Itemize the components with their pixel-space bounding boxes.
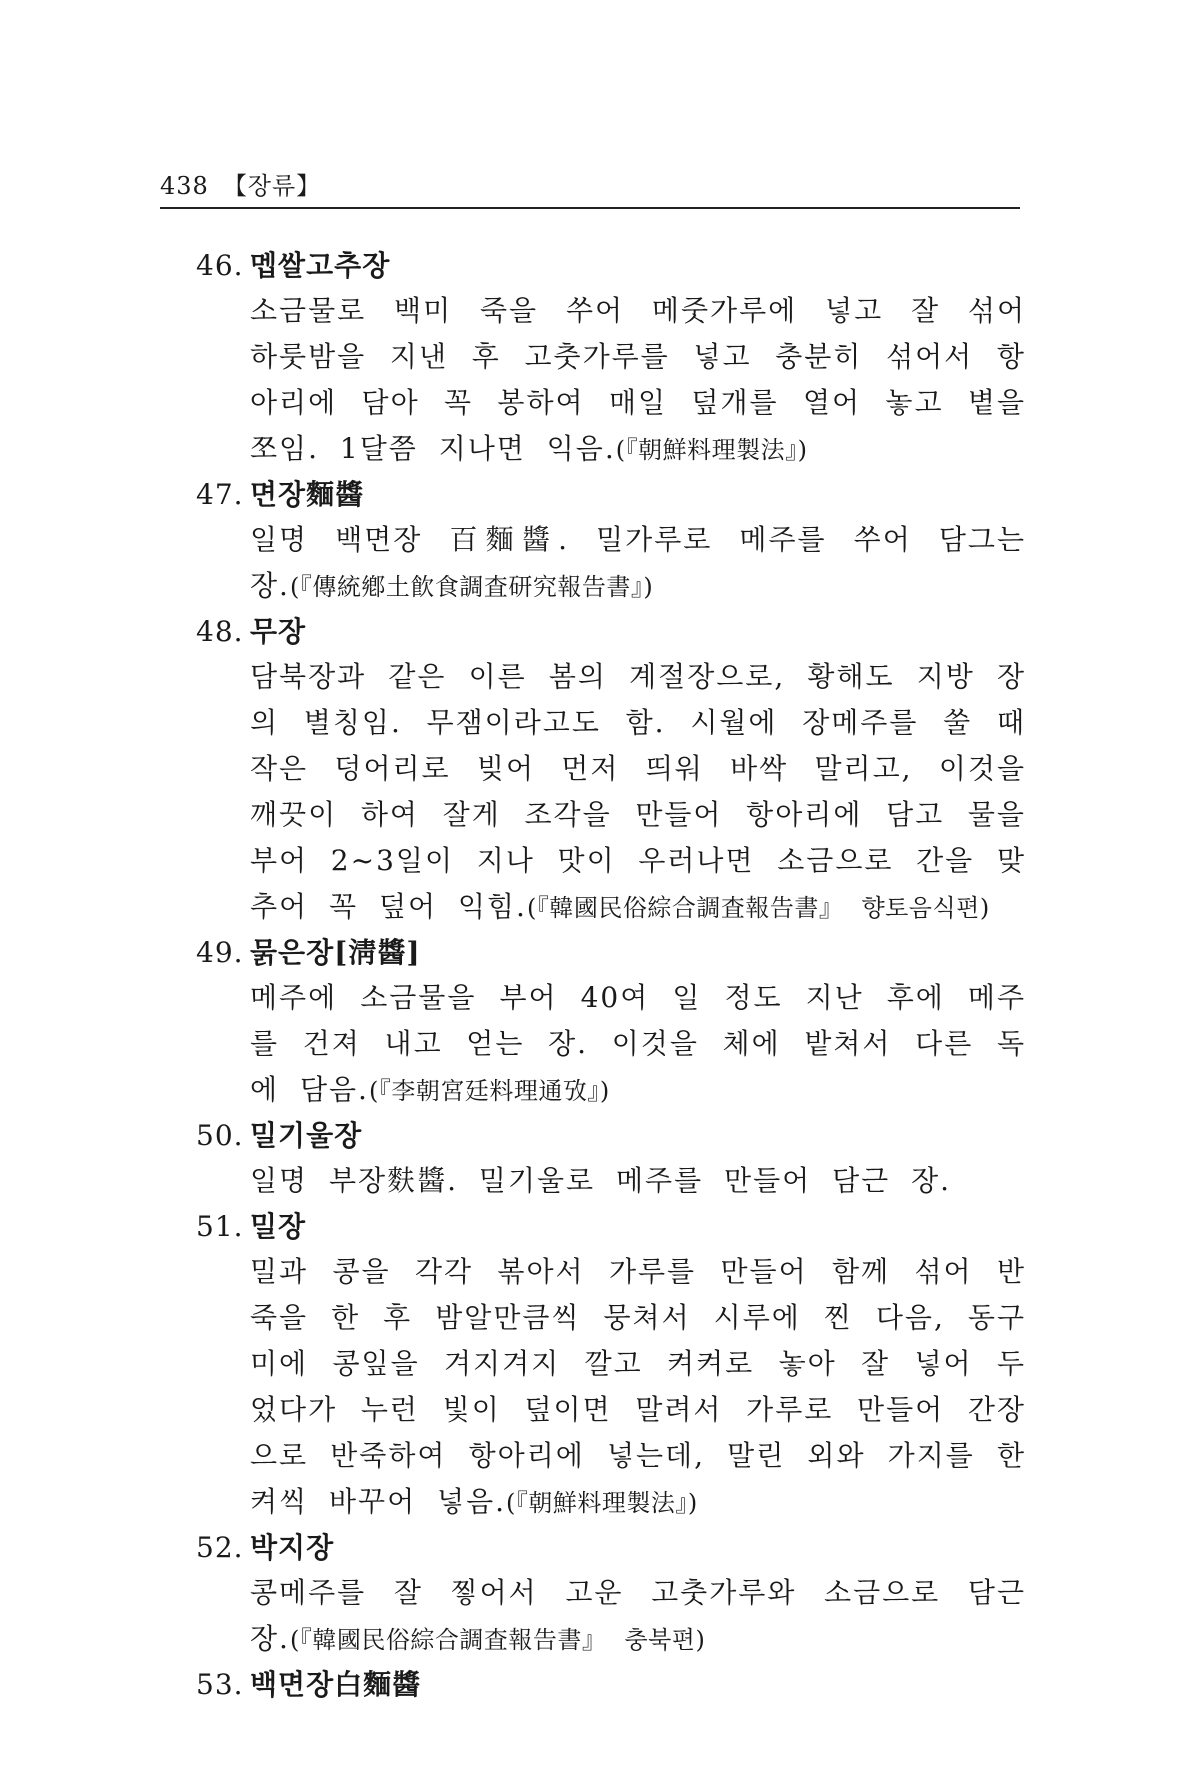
entry-title: 면장麵醬 [250, 478, 365, 511]
entry-48 [196, 610, 1026, 931]
entry-53 [196, 1663, 1026, 1707]
entry-source: (『韓國民俗綜合調査報告書』 향토음식편) [526, 894, 990, 922]
entry-text: 소금물로 백미 죽을 쑤어 메줏가루에 넣고 잘 섞어 하룻밤을 지낸 후 고춧가루를 넣고 충분히 섞어서 항아리에 담아 꼭 봉하여 매일 덮개를 열어 놓고 볕을 쪼임. 1달쯤 지나면 익음. [250, 294, 1026, 465]
running-head [160, 166, 321, 201]
entry-heading [196, 931, 1026, 975]
entry-body [250, 654, 1026, 931]
entry-number: 51. [196, 1210, 244, 1243]
entry-52 [196, 1526, 1026, 1663]
entry-number: 47. [196, 478, 244, 511]
entry-text: 일명 부장麩醬. 밀기울로 메주를 만들어 담근 장. [250, 1164, 952, 1197]
entry-number: 53. [196, 1668, 244, 1701]
entry-number: 46. [196, 249, 244, 282]
entry-body [250, 288, 1026, 473]
entry-source: (『傳統鄕土飮食調査研究報告書』) [289, 573, 654, 601]
entry-46 [196, 244, 1026, 473]
section-title: 【장류】 [222, 172, 322, 200]
entry-heading [196, 473, 1026, 517]
entry-number: 50. [196, 1119, 244, 1152]
entry-title: 무장 [250, 615, 307, 648]
entry-49 [196, 931, 1026, 1114]
entry-51 [196, 1205, 1026, 1526]
entry-title: 밀기울장 [250, 1119, 363, 1152]
entry-heading [196, 1663, 1026, 1707]
header-rule [160, 207, 1020, 209]
entry-source: (『韓國民俗綜合調査報告書』 충북편) [289, 1626, 706, 1654]
entry-text: 메주에 소금물을 부어 40여 일 정도 지난 후에 메주를 건져 내고 얻는 장. 이것을 체에 밭쳐서 다른 독에 담음. [250, 981, 1026, 1106]
entry-title: 박지장 [250, 1531, 335, 1564]
entry-title: 백면장白麵醬 [250, 1668, 422, 1701]
entry-text: 콩메주를 잘 찧어서 고운 고춧가루와 소금으로 담근 장. [250, 1576, 1026, 1655]
entry-source: (『朝鮮料理製法』) [615, 436, 808, 464]
entry-heading [196, 610, 1026, 654]
entry-number: 49. [196, 936, 244, 969]
entry-body [250, 1570, 1026, 1663]
entry-body [250, 1249, 1026, 1526]
entry-body [250, 517, 1026, 610]
entry-text: 밀과 콩을 각각 볶아서 가루를 만들어 함께 섞어 반죽을 한 후 밤알만큼씩 뭉쳐서 시루에 찐 다음, 동구미에 콩잎을 겨지겨지 깔고 켜켜로 놓아 잘 넣어 두었다가 누런 빛이 덮이면 말려서 가루로 만들어 간장으로 반죽하여 항아리에 넣는데, 말린 외와 가지를 한 켜씩 바꾸어 넣음. [250, 1255, 1026, 1518]
page-number: 438 [160, 172, 209, 200]
entry-number: 52. [196, 1531, 244, 1564]
entry-text: 일명 백면장 百麵醬. 밀가루로 메주를 쑤어 담그는 장. [250, 523, 1026, 602]
entry-source: (『朝鮮料理製法』) [506, 1489, 698, 1517]
entry-body [250, 975, 1026, 1114]
entry-heading [196, 1526, 1026, 1570]
entry-source: (『李朝宮廷料理通攷』) [368, 1077, 610, 1105]
entry-list [196, 244, 1026, 1707]
entry-title: 묽은장[淸醬] [250, 936, 421, 969]
entry-number: 48. [196, 615, 244, 648]
entry-title: 밀장 [250, 1210, 307, 1243]
entry-body [250, 1158, 1026, 1205]
entry-text: 담북장과 같은 이른 봄의 계절장으로, 황해도 지방 장의 별칭임. 무잼이라고도 함. 시월에 장메주를 쑬 때 작은 덩어리로 빚어 먼저 띄워 바싹 말리고, 이것을 깨끗이 하여 잘게 조각을 만들어 항아리에 담고 물을 부어 2~3일이 지나 맛이 우러나면 소금으로 간을 맞추어 꼭 덮어 익힘. [250, 660, 1026, 923]
entry-heading [196, 1114, 1026, 1158]
entry-heading [196, 1205, 1026, 1249]
entry-title: 멥쌀고추장 [250, 249, 391, 282]
entry-47 [196, 473, 1026, 610]
entry-50 [196, 1114, 1026, 1205]
entry-heading [196, 244, 1026, 288]
